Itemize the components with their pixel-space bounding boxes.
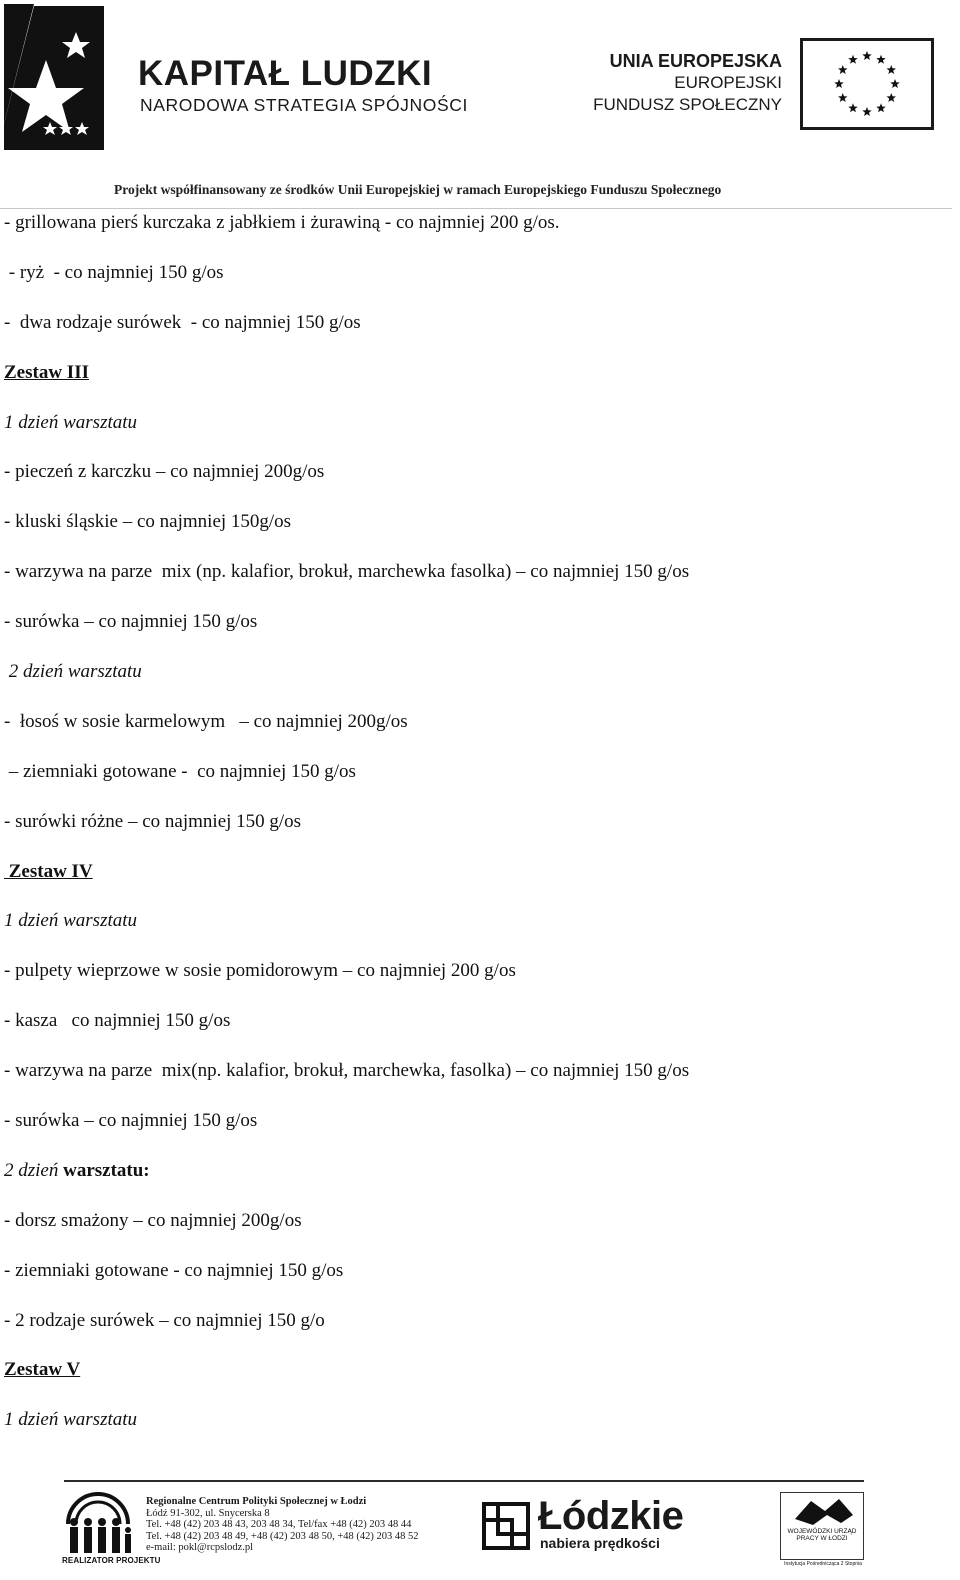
eu-star-icon [838, 93, 848, 102]
address-line: Tel. +48 (42) 203 48 49, +48 (42) 203 48 50, +48 (42) 203 48 52 [146, 1530, 419, 1542]
set-heading: Zestaw III [4, 361, 89, 383]
address-line: Regionalne Centrum Polityki Społecznej w Łodzi [146, 1496, 367, 1507]
menu-item-line: - ziemniaki gotowane - co najmniej 150 g/os [4, 1259, 344, 1281]
brand-subtitle: NARODOWA STRATEGIA SPÓJNOŚCI [140, 95, 468, 115]
eu-line-2: EUROPEJSKI [674, 73, 782, 92]
lodzkie-logo-icon [482, 1502, 530, 1550]
eu-line-1: UNIA EUROPEJSKA [609, 51, 782, 71]
page-header [0, 0, 960, 210]
menu-item-line: - kluski śląskie – co najmniej 150g/os [4, 511, 292, 533]
eu-star-icon [834, 79, 844, 88]
eu-star-icon [886, 65, 896, 74]
menu-item-line: - warzywa na parze mix (np. kalafior, brokuł, marchewka fasolka) – co najmniej 150 g/os [4, 561, 690, 583]
day-label-italic: 2 dzień [4, 1159, 64, 1181]
menu-content [4, 208, 954, 1455]
menu-item-line: - ryż - co najmniej 150 g/os [4, 261, 224, 283]
menu-item-line: - dorsz smażony – co najmniej 200g/os [4, 1209, 302, 1231]
lodzkie-tagline: nabiera prędkości [540, 1535, 660, 1551]
menu-item-line: - łosoś w sosie karmelowym – co najmniej 200g/os [4, 710, 408, 732]
workshop-day-label: 2 dzień warsztatu [4, 661, 142, 683]
eu-label [593, 50, 782, 116]
address-line: Łódź 91-302, ul. Snycerska 8 [146, 1507, 270, 1519]
eu-star-icon [876, 55, 886, 64]
footer-address [146, 1496, 419, 1554]
menu-item-line: - kasza co najmniej 150 g/os [4, 1010, 231, 1032]
eu-flag-icon [800, 38, 934, 130]
eu-star-icon [890, 79, 900, 88]
rcps-logo-icon [62, 1490, 134, 1556]
project-cofinancing-note: Projekt współfinansowany ze środków Unii Europejskiej w ramach Europejskiego Funduszu Społecznego [114, 182, 722, 197]
menu-item-line: - pieczeń z karczku – co najmniej 200g/os [4, 461, 325, 483]
eu-star-icon [876, 103, 886, 112]
eu-star-icon [862, 51, 872, 60]
wup-logo [780, 1492, 864, 1560]
rcps-realizator-label: REALIZATOR PROJEKTU [62, 1556, 161, 1565]
workshop-day-label: 1 dzień warsztatu [4, 910, 138, 932]
menu-item-line: – ziemniaki gotowane - co najmniej 150 g/os [4, 760, 356, 782]
workshop-day-label: 1 dzień warsztatu [4, 1409, 138, 1431]
menu-item-line: - grillowana pierś kurczaka z jabłkiem i żurawiną - co najmniej 200 g/os. [4, 212, 560, 233]
eu-line-3: FUNDUSZ SPOŁECZNY [593, 95, 782, 114]
footer-divider [64, 1480, 864, 1482]
menu-item-line: - dwa rodzaje surówek - co najmniej 150 g/os [4, 311, 361, 333]
workshop-day-label [4, 1156, 954, 1206]
wup-name: WOJEWÓDZKI URZĄD PRACY W ŁODZI [787, 1528, 857, 1542]
set-heading: Zestaw V [4, 1359, 81, 1381]
address-line: e-mail: pokl@rcpslodz.pl [146, 1542, 254, 1553]
eu-star-icon [886, 93, 896, 102]
day-label-bold: warsztatu: [63, 1159, 150, 1181]
eu-star-icon [838, 65, 848, 74]
menu-item-line: - pulpety wieprzowe w sosie pomidorowym – co najmniej 200 g/os [4, 960, 516, 982]
brand-title: KAPITAŁ LUDZKI [138, 54, 433, 93]
set-heading: Zestaw IV [4, 860, 93, 882]
menu-item-line: - 2 rodzaje surówek – co najmniej 150 g/o [4, 1309, 325, 1331]
menu-item-line: - surówka – co najmniej 150 g/os [4, 1110, 258, 1132]
menu-item-line: - surówki różne – co najmniej 150 g/os [4, 810, 302, 832]
wup-emblem-icon [781, 1493, 863, 1527]
wup-subtitle: Instytucja Pośrednicząca 2 Stopnia [784, 1561, 862, 1567]
workshop-day-label: 1 dzień warsztatu [4, 411, 138, 433]
eu-star-icon [862, 107, 872, 116]
eu-star-icon [848, 103, 858, 112]
lodzkie-wordmark: Łódzkie [538, 1494, 684, 1538]
address-line: Tel. +48 (42) 203 48 43, 203 48 34, Tel/fax +48 (42) 203 48 44 [146, 1519, 412, 1530]
menu-item-line: - warzywa na parze mix(np. kalafior, brokuł, marchewka, fasolka) – co najmniej 150 g/os [4, 1060, 690, 1082]
menu-item-line: - surówka – co najmniej 150 g/os [4, 611, 258, 633]
kapital-ludzki-logo [4, 4, 104, 150]
eu-star-icon [848, 55, 858, 64]
